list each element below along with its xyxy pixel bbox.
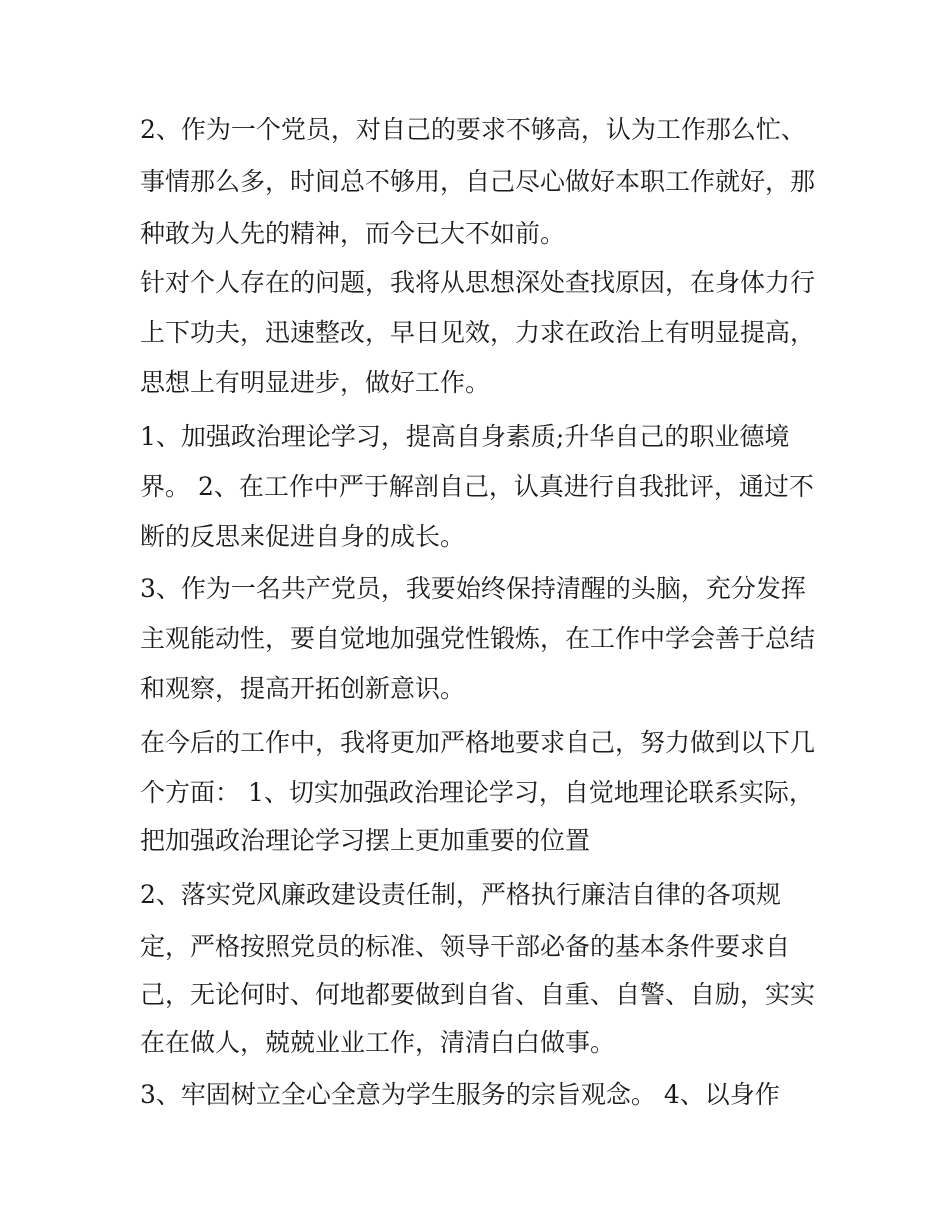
text-line: 3、作为一名共产党员，我要始终保持清醒的头脑，充分发挥 [140, 574, 806, 603]
text-line: 针对个人存在的问题，我将从思想深处查找原因，在身体力行 [140, 268, 816, 297]
text-line: 和观察，提高开拓创新意识。 [140, 674, 466, 703]
text-line: 种敢为人先的精神，而今已大不如前。 [140, 219, 566, 248]
text-line: 1、加强政治理论学习，提高自身素质;升华自己的职业德境 [140, 422, 790, 451]
text-line: 2、落实党风廉政建设责任制，严格执行廉洁自律的各项规 [140, 880, 781, 909]
text-line: 界。 2、在工作中严于解剖自己，认真进行自我批评，通过不 [140, 472, 814, 501]
text-line: 在今后的工作中，我将更加严格地要求自己，努力做到以下几 [140, 728, 816, 757]
text-line: 上下功夫，迅速整改，早日见效，力求在政治上有明显提高， [140, 318, 816, 347]
text-line: 事情那么多，时间总不够用，自己尽心做好本职工作就好，那 [140, 167, 816, 196]
text-line: 个方面： 1、切实加强政治理论学习，自觉地理论联系实际， [140, 778, 814, 807]
text-line: 己，无论何时、何地都要做到自省、自重、自警、自励，实实 [140, 980, 816, 1009]
text-line: 在在做人，兢兢业业工作，清清白白做事。 [140, 1028, 616, 1057]
text-line: 把加强政治理论学习摆上更加重要的位置 [140, 826, 591, 855]
text-line: 2、作为一个党员，对自己的要求不够高，认为工作那么忙、 [140, 115, 806, 144]
text-line: 思想上有明显进步，做好工作。 [140, 368, 491, 397]
text-line: 定，严格按照党员的标准、领导干部必备的基本条件要求自 [140, 932, 791, 961]
text-line: 主观能动性，要自觉地加强党性锻炼，在工作中学会善于总结 [140, 624, 816, 653]
text-line: 断的反思来促进自身的成长。 [140, 522, 466, 551]
text-line: 3、牢固树立全心全意为学生服务的宗旨观念。 4、以身作 [140, 1080, 780, 1109]
